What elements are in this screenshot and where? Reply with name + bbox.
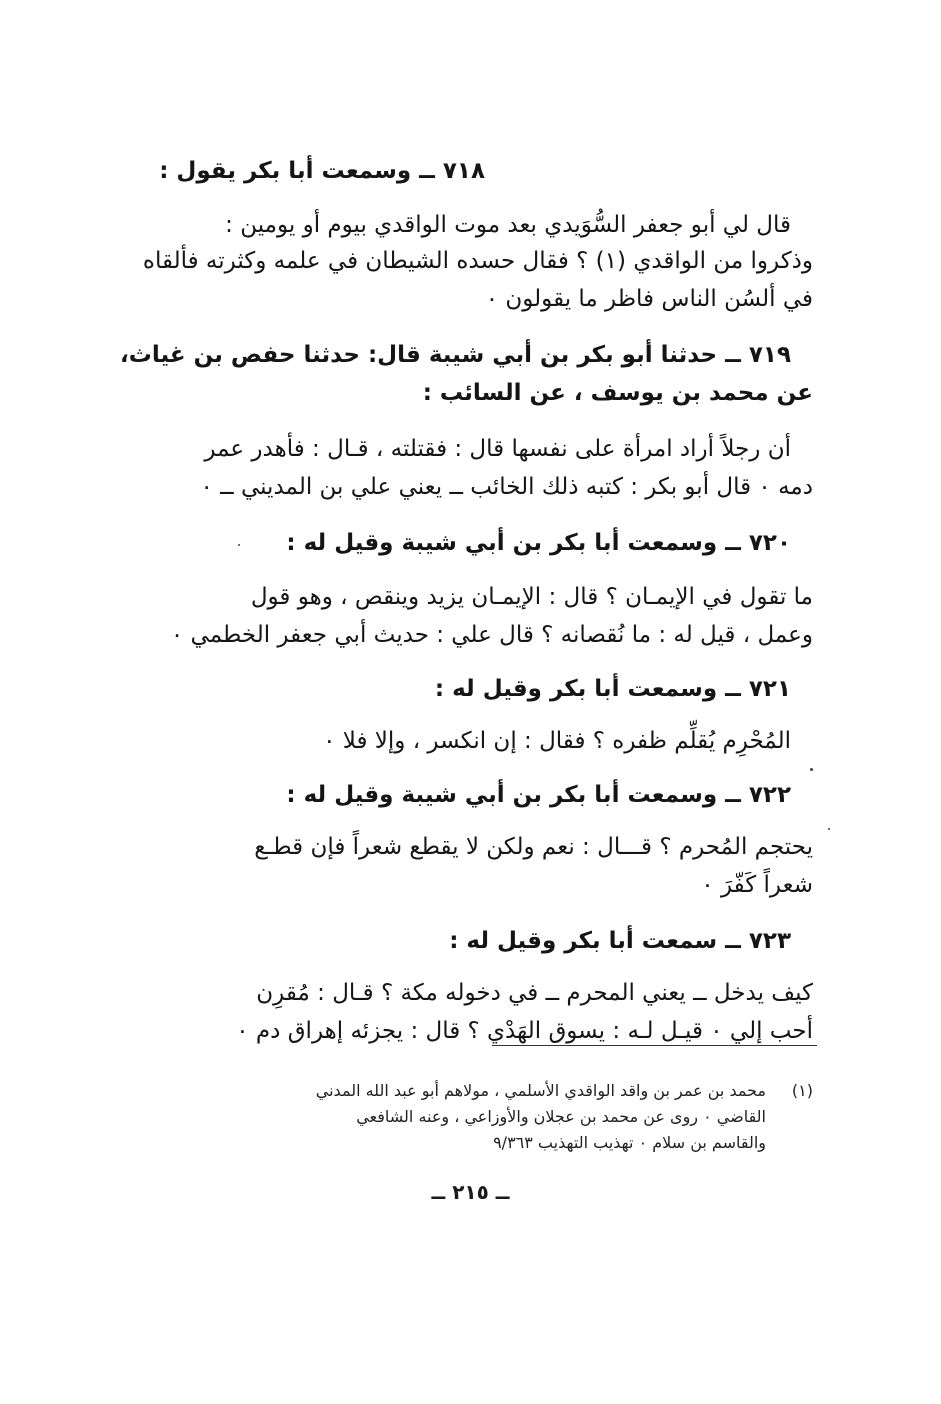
footnote-marker: (١) (791, 1081, 813, 1100)
footnote-line-3: والقاسم بن سلام ٠ تهذيب التهذيب ٩/٣٦٣ (493, 1133, 766, 1152)
page-number: ــ ٢١٥ ــ (431, 1180, 510, 1204)
entry-722-line-1: يحتجم المُحرم ؟ قـــال : نعم ولكن لا يقطع شعراً فإن قطـع (254, 834, 813, 860)
entry-719-line-2: دمه ٠ قال أبو بكر : كتبه ذلك الخائب ــ يعني علي بن المديني ــ ٠ (200, 474, 813, 500)
entry-719-heading: ٧١٩ ــ حدثنا أبو بكر بن أبي شيبة قال: حدثنا حفص بن غياث، (120, 342, 791, 368)
entry-723-line-1: كيف يدخل ــ يعني المحرم ــ في دخوله مكة ؟ قـال : مُقرِن (256, 980, 813, 1006)
entry-721-heading: ٧٢١ ــ وسمعت أبا بكر وقيل له : (434, 676, 791, 702)
entry-718-line-2: وذكروا من الواقدي (١) ؟ فقال حسده الشيطان في علمه وكثرته فألقاه (142, 248, 813, 274)
entry-722-line-2: شعراً كَفّرَ ٠ (701, 872, 813, 898)
entry-722-heading: ٧٢٢ ــ وسمعت أبا بكر بن أبي شيبة وقيل له : (286, 782, 791, 808)
entry-719-line-1: أن رجلاً أراد امرأة على نفسها قال : فقتلته ، قـال : فأهدر عمر (204, 436, 791, 462)
entry-720-line-2: وعمل ، قيل له : ما نُقصانه ؟ قال علي : حديث أبي جعفر الخطمي ٠ (170, 622, 813, 648)
scan-speck (238, 544, 240, 546)
entry-719-heading-2: عن محمد بن يوسف ، عن السائب : (422, 380, 813, 406)
footnote-line-2: القاضي ٠ روى عن محمد بن عجلان والأوزاعي ، وعنه الشافعي (356, 1107, 766, 1126)
entry-721-line-1: المُحْرِم يُقلِّم ظفره ؟ فقال : إن انكسر ، وإلا فلا ٠ (323, 728, 791, 754)
scan-speck (828, 828, 830, 830)
entry-720-heading: ٧٢٠ ــ وسمعت أبا بكر بن أبي شيبة وقيل له : (286, 530, 791, 556)
footnote-rule (492, 1045, 817, 1046)
footnote-line-1: محمد بن عمر بن واقد الواقدي الأسلمي ، مولاهم أبو عبد الله المدني (315, 1081, 766, 1100)
scan-speck (810, 768, 813, 771)
entry-718-line-3: في ألسُن الناس فاظر ما يقولون ٠ (485, 286, 813, 312)
entry-718-heading: ٧١٨ ــ وسمعت أبا بكر يقول : (159, 158, 485, 184)
entry-720-line-1: ما تقول في الإيمـان ؟ قال : الإيمـان يزيد وينقص ، وهو قول (250, 584, 813, 610)
entry-723-line-2: أحب إلي ٠ قيـل لـه : يسوق الهَدْي ؟ قال : يجزئه إهراق دم ٠ (236, 1018, 813, 1044)
entry-718-line-1: قال لي أبو جعفر السُّوَيدي بعد موت الواقدي بيوم أو يومين : (225, 212, 791, 238)
entry-723-heading: ٧٢٣ ــ سمعت أبا بكر وقيل له : (449, 928, 791, 954)
